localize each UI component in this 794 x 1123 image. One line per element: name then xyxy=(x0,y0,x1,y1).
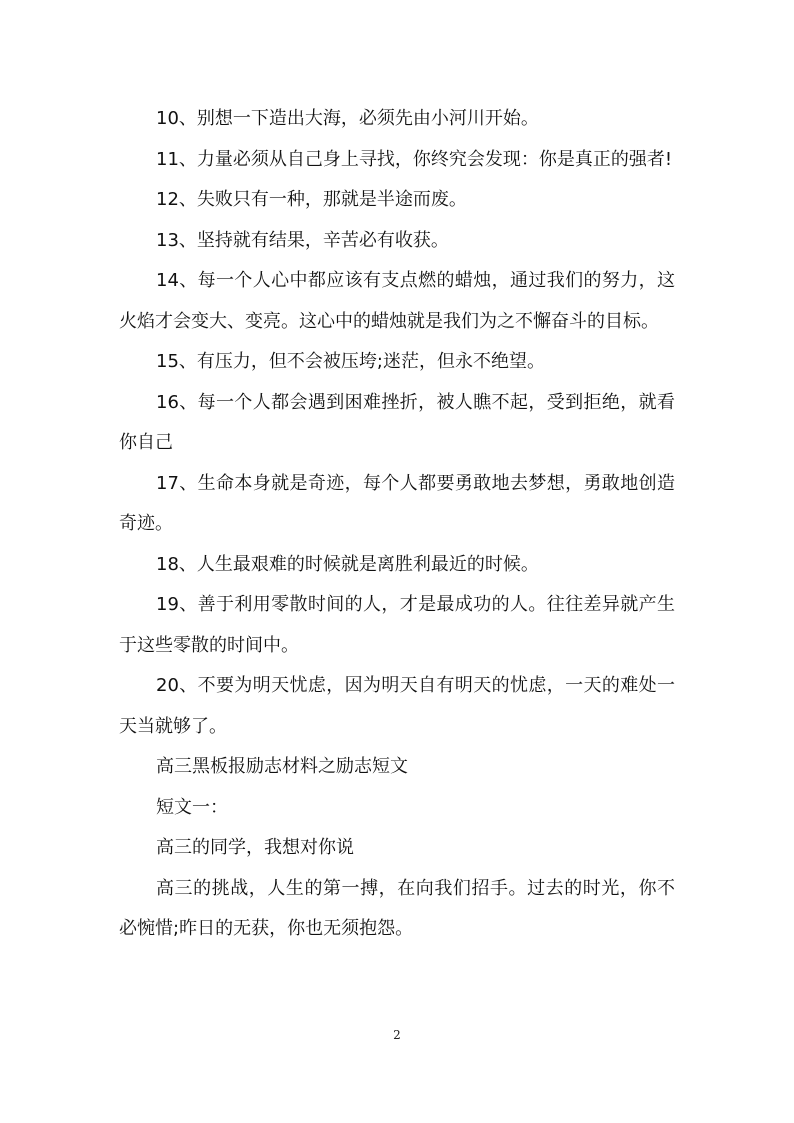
page-number: 2 xyxy=(393,1028,401,1042)
paragraph-19: 19、善于利用零散时间的人，才是最成功的人。往往差异就产生于这些零散的时间中。 xyxy=(119,594,675,656)
paragraph-12: 12、失败只有一种，那就是半途而废。 xyxy=(156,189,467,210)
paragraph-14: 14、每一个人心中都应该有支点燃的蜡烛，通过我们的努力，这火焰才会变大、变亮。这心中的蜡烛就是我们为之不懈奋斗的目标。 xyxy=(119,270,675,332)
paragraph-11: 11、力量必须从自己身上寻找，你终究会发现：你是真正的强者! xyxy=(156,148,673,170)
essay-paragraph: 高三的挑战，人生的第一搏，在向我们招手。过去的时光，你不必惋惜;昨日的无获，你也无须抱怨。 xyxy=(119,877,675,939)
paragraph-18: 18、人生最艰难的时候就是离胜利最近的时候。 xyxy=(156,553,539,575)
paragraph-10: 10、别想一下造出大海，必须先由小河川开始。 xyxy=(156,108,539,129)
paragraph-13: 13、坚持就有结果，辛苦必有收获。 xyxy=(156,229,449,251)
essay-title: 高三的同学，我想对你说 xyxy=(156,837,354,858)
document-body xyxy=(119,99,675,950)
short-essay-label: 短文一： xyxy=(156,796,228,818)
paragraph-17: 17、生命本身就是奇迹，每个人都要勇敢地去梦想，勇敢地创造奇迹。 xyxy=(119,472,675,534)
paragraph-16: 16、每一个人都会遇到困难挫折，被人瞧不起，受到拒绝，就看你自己 xyxy=(119,391,675,453)
paragraph-20: 20、不要为明天忧虑，因为明天自有明天的忧虑，一天的难处一天当就够了。 xyxy=(119,675,675,737)
section-heading: 高三黑板报励志材料之励志短文 xyxy=(156,756,408,777)
paragraph-15: 15、有压力，但不会被压垮;迷茫，但永不绝望。 xyxy=(156,351,545,372)
